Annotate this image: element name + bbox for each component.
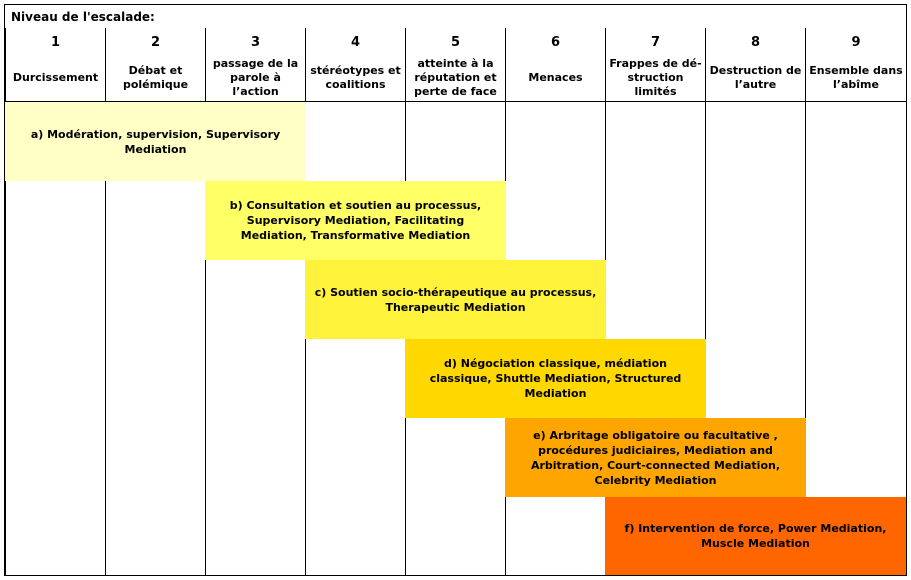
level-number: 5: [450, 35, 461, 50]
level-number: 4: [350, 35, 361, 50]
intervention-label: e) Arbritage obligatoire ou facultative , procédures judiciaires, Mediation and Arbitration, Court-connected Mediation, Celebrity Mediation: [530, 428, 781, 487]
level-column: [805, 28, 906, 575]
level-name: atteinte à la réputation et perte de face: [414, 57, 497, 98]
level-header: [6, 28, 105, 102]
level-header: [606, 28, 705, 102]
intervention-band-c: [305, 260, 606, 339]
intervention-band-d: [405, 339, 706, 418]
level-name: stéréotypes et coalitions: [310, 64, 401, 91]
level-header: [806, 28, 906, 102]
escalation-diagram: [4, 4, 907, 576]
level-header: [506, 28, 605, 102]
level-header: [106, 28, 205, 102]
level-header: [406, 28, 505, 102]
intervention-label: f) Intervention de force, Power Mediation, Muscle Mediation: [624, 522, 887, 550]
intervention-band-e: [505, 418, 806, 497]
level-header: [206, 28, 305, 102]
level-name: Débat et polémique: [122, 64, 189, 91]
level-number: 7: [650, 35, 661, 50]
intervention-band-a: [5, 102, 306, 181]
intervention-band-b: [205, 181, 506, 260]
level-name: Destruction de l’autre: [709, 64, 802, 91]
level-header: [306, 28, 405, 102]
level-number: 9: [851, 35, 861, 50]
intervention-label: b) Consultation et soutien au processus, Supervisory Mediation, Facilitating Mediation, Transformative Mediation: [229, 199, 482, 242]
level-number: 2: [150, 35, 161, 50]
level-name: Durcissement: [12, 71, 99, 84]
intervention-label: c) Soutien socio-thérapeutique au processus, Therapeutic Mediation: [314, 285, 597, 314]
level-number: 6: [550, 35, 561, 50]
intervention-label: d) Négociation classique, médiation classique, Shuttle Mediation, Structured Mediation: [429, 357, 682, 400]
level-name: Frappes de dé-struction limités: [609, 57, 702, 98]
level-number: 8: [750, 35, 761, 50]
level-name: Ensemble dans l’abîme: [809, 64, 903, 91]
level-number: 3: [250, 35, 261, 50]
level-name: Menaces: [528, 71, 583, 84]
intervention-band-f: [605, 497, 906, 575]
intervention-label: a) Modération, supervision, Supervisory Mediation: [30, 127, 281, 156]
diagram-title: Niveau de l'escalade:: [11, 10, 155, 24]
level-name: passage de la parole à l’action: [212, 57, 299, 98]
level-header: [706, 28, 805, 102]
level-number: 1: [50, 35, 61, 50]
